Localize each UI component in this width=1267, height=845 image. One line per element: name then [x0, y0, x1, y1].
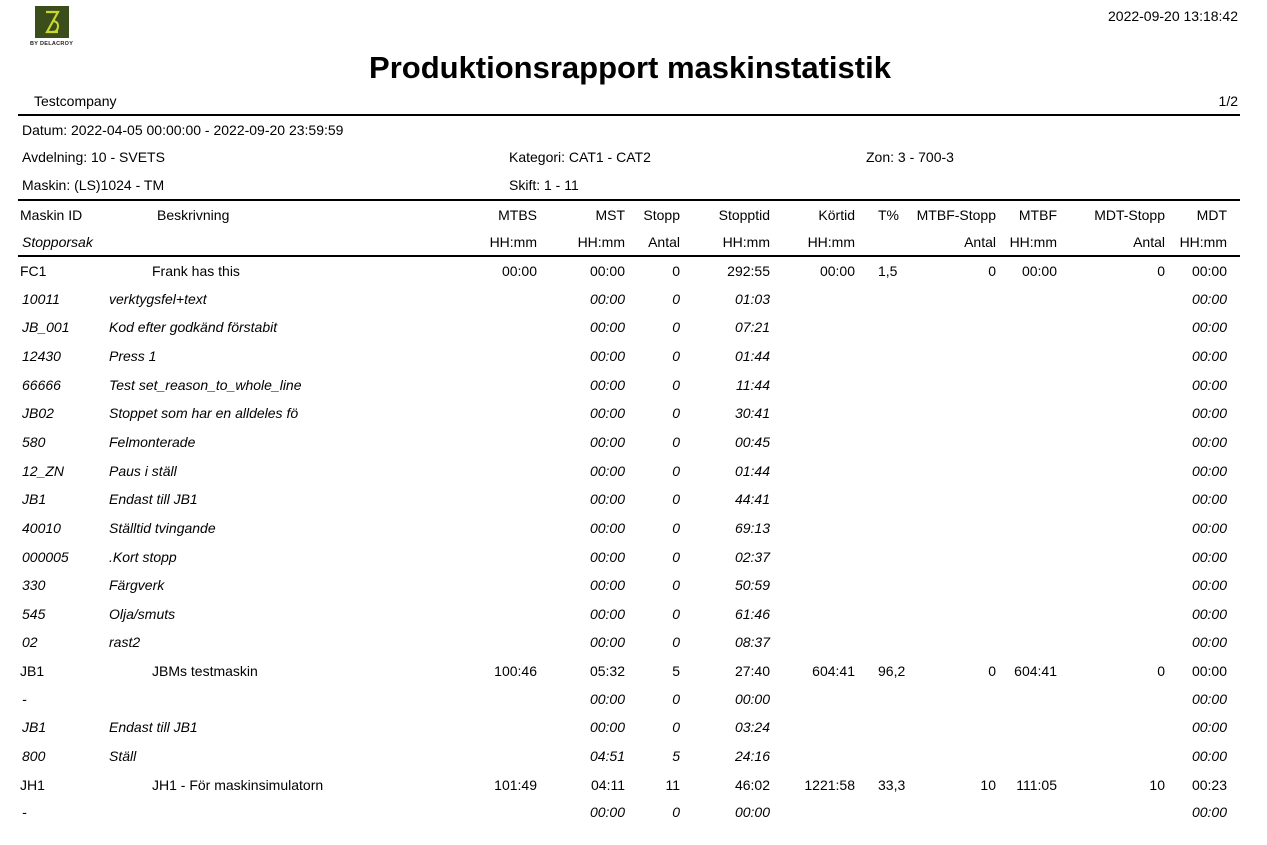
cell-mdt: 00:00: [1191, 520, 1227, 536]
logo-brand-text: BY DELACROY: [30, 41, 74, 47]
cell-stopp: 0: [672, 520, 680, 536]
cell-desc: Ställtid tvingande: [109, 520, 216, 536]
cell-stopp: 5: [672, 748, 680, 764]
category: Kategori: CAT1 - CAT2: [509, 149, 651, 165]
col-kortid: Körtid: [818, 207, 855, 223]
cell-mst: 00:00: [589, 549, 625, 565]
page-title: Produktionsrapport maskinstatistik: [369, 50, 891, 85]
cell-stopptid: 08:37: [734, 634, 770, 650]
cell-mst: 00:00: [589, 691, 625, 707]
cell-stopp: 0: [672, 691, 680, 707]
cell-mst: 00:00: [589, 491, 625, 507]
cell-desc: Ställ: [109, 748, 137, 764]
cell-desc: Press 1: [109, 348, 157, 364]
cell-stopp: 0: [672, 549, 680, 565]
zone: Zon: 3 - 700-3: [866, 149, 954, 165]
cell-mdt: 00:00: [1191, 606, 1227, 622]
unit-stopp: Antal: [648, 234, 680, 250]
stop-reason-row: [0, 804, 1267, 832]
cell-mdt: 00:00: [1191, 319, 1227, 335]
cell-mdt-stopp: 0: [1157, 263, 1165, 279]
cell-desc: rast2: [109, 634, 141, 650]
cell-mst: 00:00: [589, 634, 625, 650]
cell-stopptid: 46:02: [734, 777, 770, 793]
cell-id: FC1: [20, 263, 47, 279]
cell-mst: 00:00: [589, 719, 625, 735]
col-mtbs: MTBS: [498, 207, 537, 223]
cell-mtbf: 604:41: [1014, 663, 1057, 679]
cell-stopptid: 00:45: [734, 434, 770, 450]
company-logo: [35, 6, 69, 38]
cell-id: JH1: [20, 777, 45, 793]
stop-reason-row: [0, 634, 1267, 662]
cell-stopptid: 01:44: [734, 348, 770, 364]
unit-mtbf: HH:mm: [1009, 234, 1057, 250]
cell-kortid: 00:00: [819, 263, 855, 279]
cell-mst: 00:00: [589, 577, 625, 593]
cell-mdt: 00:00: [1191, 634, 1227, 650]
stop-reason-row: [0, 748, 1267, 776]
cell-id: 12430: [22, 348, 61, 364]
unit-stopptid: HH:mm: [722, 234, 770, 250]
cell-stopptid: 44:41: [734, 491, 770, 507]
cell-stopptid: 01:44: [734, 463, 770, 479]
cell-desc: Felmonterade: [109, 434, 196, 450]
stop-reason-row: [0, 463, 1267, 491]
cell-mdt: 00:00: [1191, 577, 1227, 593]
cell-stopp: 0: [672, 434, 680, 450]
cell-stopp: 0: [672, 463, 680, 479]
cell-mst: 00:00: [589, 520, 625, 536]
cell-mdt: 00:00: [1191, 549, 1227, 565]
cell-stopp: 0: [672, 804, 680, 820]
cell-stopptid: 00:00: [734, 804, 770, 820]
cell-stopptid: 69:13: [734, 520, 770, 536]
cell-desc: .Kort stopp: [109, 549, 177, 565]
cell-mst: 00:00: [589, 291, 625, 307]
cell-mdt: 00:00: [1191, 291, 1227, 307]
cell-stopptid: 61:46: [734, 606, 770, 622]
col-mtbf-stopp: MTBF-Stopp: [916, 207, 996, 223]
machine-row: [0, 263, 1267, 291]
cell-stopp: 5: [672, 663, 680, 679]
cell-stopptid: 00:00: [734, 691, 770, 707]
cell-stopptid: 27:40: [734, 663, 770, 679]
cell-mdt: 00:00: [1191, 377, 1227, 393]
cell-stopptid: 07:21: [734, 319, 770, 335]
cell-stopptid: 11:44: [736, 377, 770, 393]
cell-mtbf-stopp: 0: [988, 263, 996, 279]
stop-reason-row: [0, 405, 1267, 433]
cell-mdt: 00:00: [1191, 663, 1227, 679]
cell-id: 12_ZN: [22, 463, 65, 479]
stop-reason-row: [0, 348, 1267, 376]
cell-desc: Kod efter godkänd förstabit: [109, 319, 278, 335]
unit-mdt: HH:mm: [1179, 234, 1227, 250]
cell-id: 10011: [22, 291, 60, 307]
cell-mst: 00:00: [589, 263, 625, 279]
unit-mdt-stopp: Antal: [1133, 234, 1165, 250]
cell-stopptid: 292:55: [727, 263, 770, 279]
cell-desc: Endast till JB1: [109, 719, 198, 735]
cell-desc: Frank has this: [152, 263, 240, 279]
stop-reason-row: [0, 319, 1267, 347]
cell-desc: Stoppet som har en alldeles fö: [109, 405, 299, 421]
cell-id: JB1: [22, 719, 47, 735]
divider: [18, 114, 1240, 116]
col-t-pct: T%: [878, 207, 899, 223]
column-header-row: [0, 207, 1267, 235]
cell-id: JB1: [22, 491, 47, 507]
cell-mst: 00:00: [589, 405, 625, 421]
cell-mdt-stopp: 10: [1149, 777, 1165, 793]
cell-mst: 00:00: [589, 606, 625, 622]
cell-stopp: 0: [672, 291, 680, 307]
cell-mdt: 00:00: [1191, 748, 1227, 764]
cell-kortid: 604:41: [812, 663, 855, 679]
cell-stopp: 0: [672, 719, 680, 735]
col-mst: MST: [595, 207, 625, 223]
cell-mtbs: 100:46: [494, 663, 537, 679]
col-mdt: MDT: [1196, 207, 1227, 223]
cell-desc: Paus i ställ: [109, 463, 177, 479]
stop-reason-row: [0, 691, 1267, 719]
cell-stopp: 0: [672, 319, 680, 335]
cell-stopp: 0: [672, 634, 680, 650]
col-stopporsak: Stopporsak: [22, 234, 93, 250]
cell-mst: 00:00: [589, 434, 625, 450]
cell-id: 330: [22, 577, 46, 593]
cell-mtbf: 111:05: [1016, 777, 1057, 793]
unit-mtbs: HH:mm: [489, 234, 537, 250]
cell-stopptid: 30:41: [734, 405, 770, 421]
cell-mdt: 00:23: [1191, 777, 1227, 793]
cell-t-pct: 96,2: [878, 663, 906, 679]
col-beskrivning: Beskrivning: [157, 207, 230, 223]
cell-stopp: 11: [665, 777, 680, 793]
cell-mdt: 00:00: [1191, 491, 1227, 507]
date-range: Datum: 2022-04-05 00:00:00 - 2022-09-20 23:59:59: [22, 122, 344, 138]
cell-mdt: 00:00: [1191, 691, 1227, 707]
stop-reason-row: [0, 549, 1267, 577]
unit-mst: HH:mm: [577, 234, 625, 250]
cell-stopp: 0: [672, 377, 680, 393]
cell-kortid: 1221:58: [804, 777, 855, 793]
stop-reason-row: [0, 520, 1267, 548]
cell-mdt: 00:00: [1191, 434, 1227, 450]
cell-id: JB02: [22, 405, 54, 421]
cell-mdt: 00:00: [1191, 463, 1227, 479]
cell-mtbf: 00:00: [1021, 263, 1057, 279]
cell-mdt: 00:00: [1191, 348, 1227, 364]
cell-mtbs: 00:00: [501, 263, 537, 279]
cell-mtbf-stopp: 10: [980, 777, 996, 793]
cell-t-pct: 33,3: [878, 777, 906, 793]
column-unit-row: [0, 234, 1267, 262]
cell-mdt-stopp: 0: [1157, 663, 1165, 679]
cell-stopptid: 24:16: [734, 748, 770, 764]
cell-id: 02: [22, 634, 38, 650]
cell-stopptid: 02:37: [734, 549, 770, 565]
cell-mst: 00:00: [589, 319, 625, 335]
unit-mtbf-stopp: Antal: [964, 234, 996, 250]
machine-row: [0, 777, 1267, 805]
cell-desc: JBMs testmaskin: [152, 663, 258, 679]
col-mtbf: MTBF: [1018, 207, 1057, 223]
cell-desc: Test set_reason_to_whole_line: [109, 377, 302, 393]
cell-id: -: [22, 804, 27, 820]
shift-filter: Skift: 1 - 11: [509, 177, 579, 193]
machine-filter: Maskin: (LS)1024 - TM: [22, 177, 165, 193]
col-maskin-id: Maskin ID: [20, 207, 83, 223]
cell-stopptid: 03:24: [734, 719, 770, 735]
col-stopptid: Stopptid: [718, 207, 770, 223]
cell-mst: 04:11: [591, 777, 625, 793]
cell-stopp: 0: [672, 263, 680, 279]
cell-mst: 05:32: [589, 663, 625, 679]
cell-id: 000005: [22, 549, 69, 565]
stop-reason-row: [0, 434, 1267, 462]
stop-reason-row: [0, 577, 1267, 605]
cell-desc: JH1 - För maskinsimulatorn: [152, 777, 324, 793]
cell-mdt: 00:00: [1191, 263, 1227, 279]
cell-id: -: [22, 691, 27, 707]
cell-stopp: 0: [672, 491, 680, 507]
cell-mtbf-stopp: 0: [988, 663, 996, 679]
divider: [18, 255, 1240, 257]
cell-id: 545: [22, 606, 46, 622]
cell-id: JB1: [20, 663, 45, 679]
cell-mst: 00:00: [589, 463, 625, 479]
cell-mdt: 00:00: [1191, 405, 1227, 421]
cell-mtbs: 101:49: [494, 777, 537, 793]
cell-desc: Endast till JB1: [109, 491, 198, 507]
machine-row: [0, 663, 1267, 691]
cell-desc: Färgverk: [109, 577, 165, 593]
cell-mdt: 00:00: [1191, 804, 1227, 820]
col-stopp: Stopp: [643, 207, 680, 223]
cell-stopp: 0: [672, 606, 680, 622]
logo-mark-icon: [35, 6, 69, 38]
department: Avdelning: 10 - SVETS: [22, 149, 165, 165]
cell-desc: verktygsfel+text: [109, 291, 207, 307]
stop-reason-row: [0, 491, 1267, 519]
cell-stopptid: 01:03: [734, 291, 770, 307]
cell-id: 66666: [22, 377, 61, 393]
cell-mdt: 00:00: [1191, 719, 1227, 735]
cell-id: 580: [22, 434, 46, 450]
page-number: 1/2: [1218, 93, 1238, 109]
cell-t-pct: 1,5: [878, 263, 898, 279]
cell-mst: 00:00: [589, 804, 625, 820]
stop-reason-row: [0, 719, 1267, 747]
cell-id: 40010: [22, 520, 61, 536]
cell-id: 800: [22, 748, 46, 764]
company-name: Testcompany: [34, 93, 117, 109]
col-mdt-stopp: MDT-Stopp: [1094, 207, 1165, 223]
cell-mst: 00:00: [589, 377, 625, 393]
cell-stopp: 0: [672, 348, 680, 364]
stop-reason-row: [0, 606, 1267, 634]
stop-reason-row: [0, 377, 1267, 405]
cell-id: JB_001: [22, 319, 70, 335]
cell-desc: Olja/smuts: [109, 606, 176, 622]
cell-stopptid: 50:59: [734, 577, 770, 593]
divider: [18, 199, 1240, 201]
unit-kortid: HH:mm: [807, 234, 855, 250]
cell-mst: 00:00: [589, 348, 625, 364]
cell-stopp: 0: [672, 405, 680, 421]
report-timestamp: 2022-09-20 13:18:42: [1108, 8, 1238, 24]
cell-stopp: 0: [672, 577, 680, 593]
cell-mst: 04:51: [589, 748, 625, 764]
stop-reason-row: [0, 291, 1267, 319]
